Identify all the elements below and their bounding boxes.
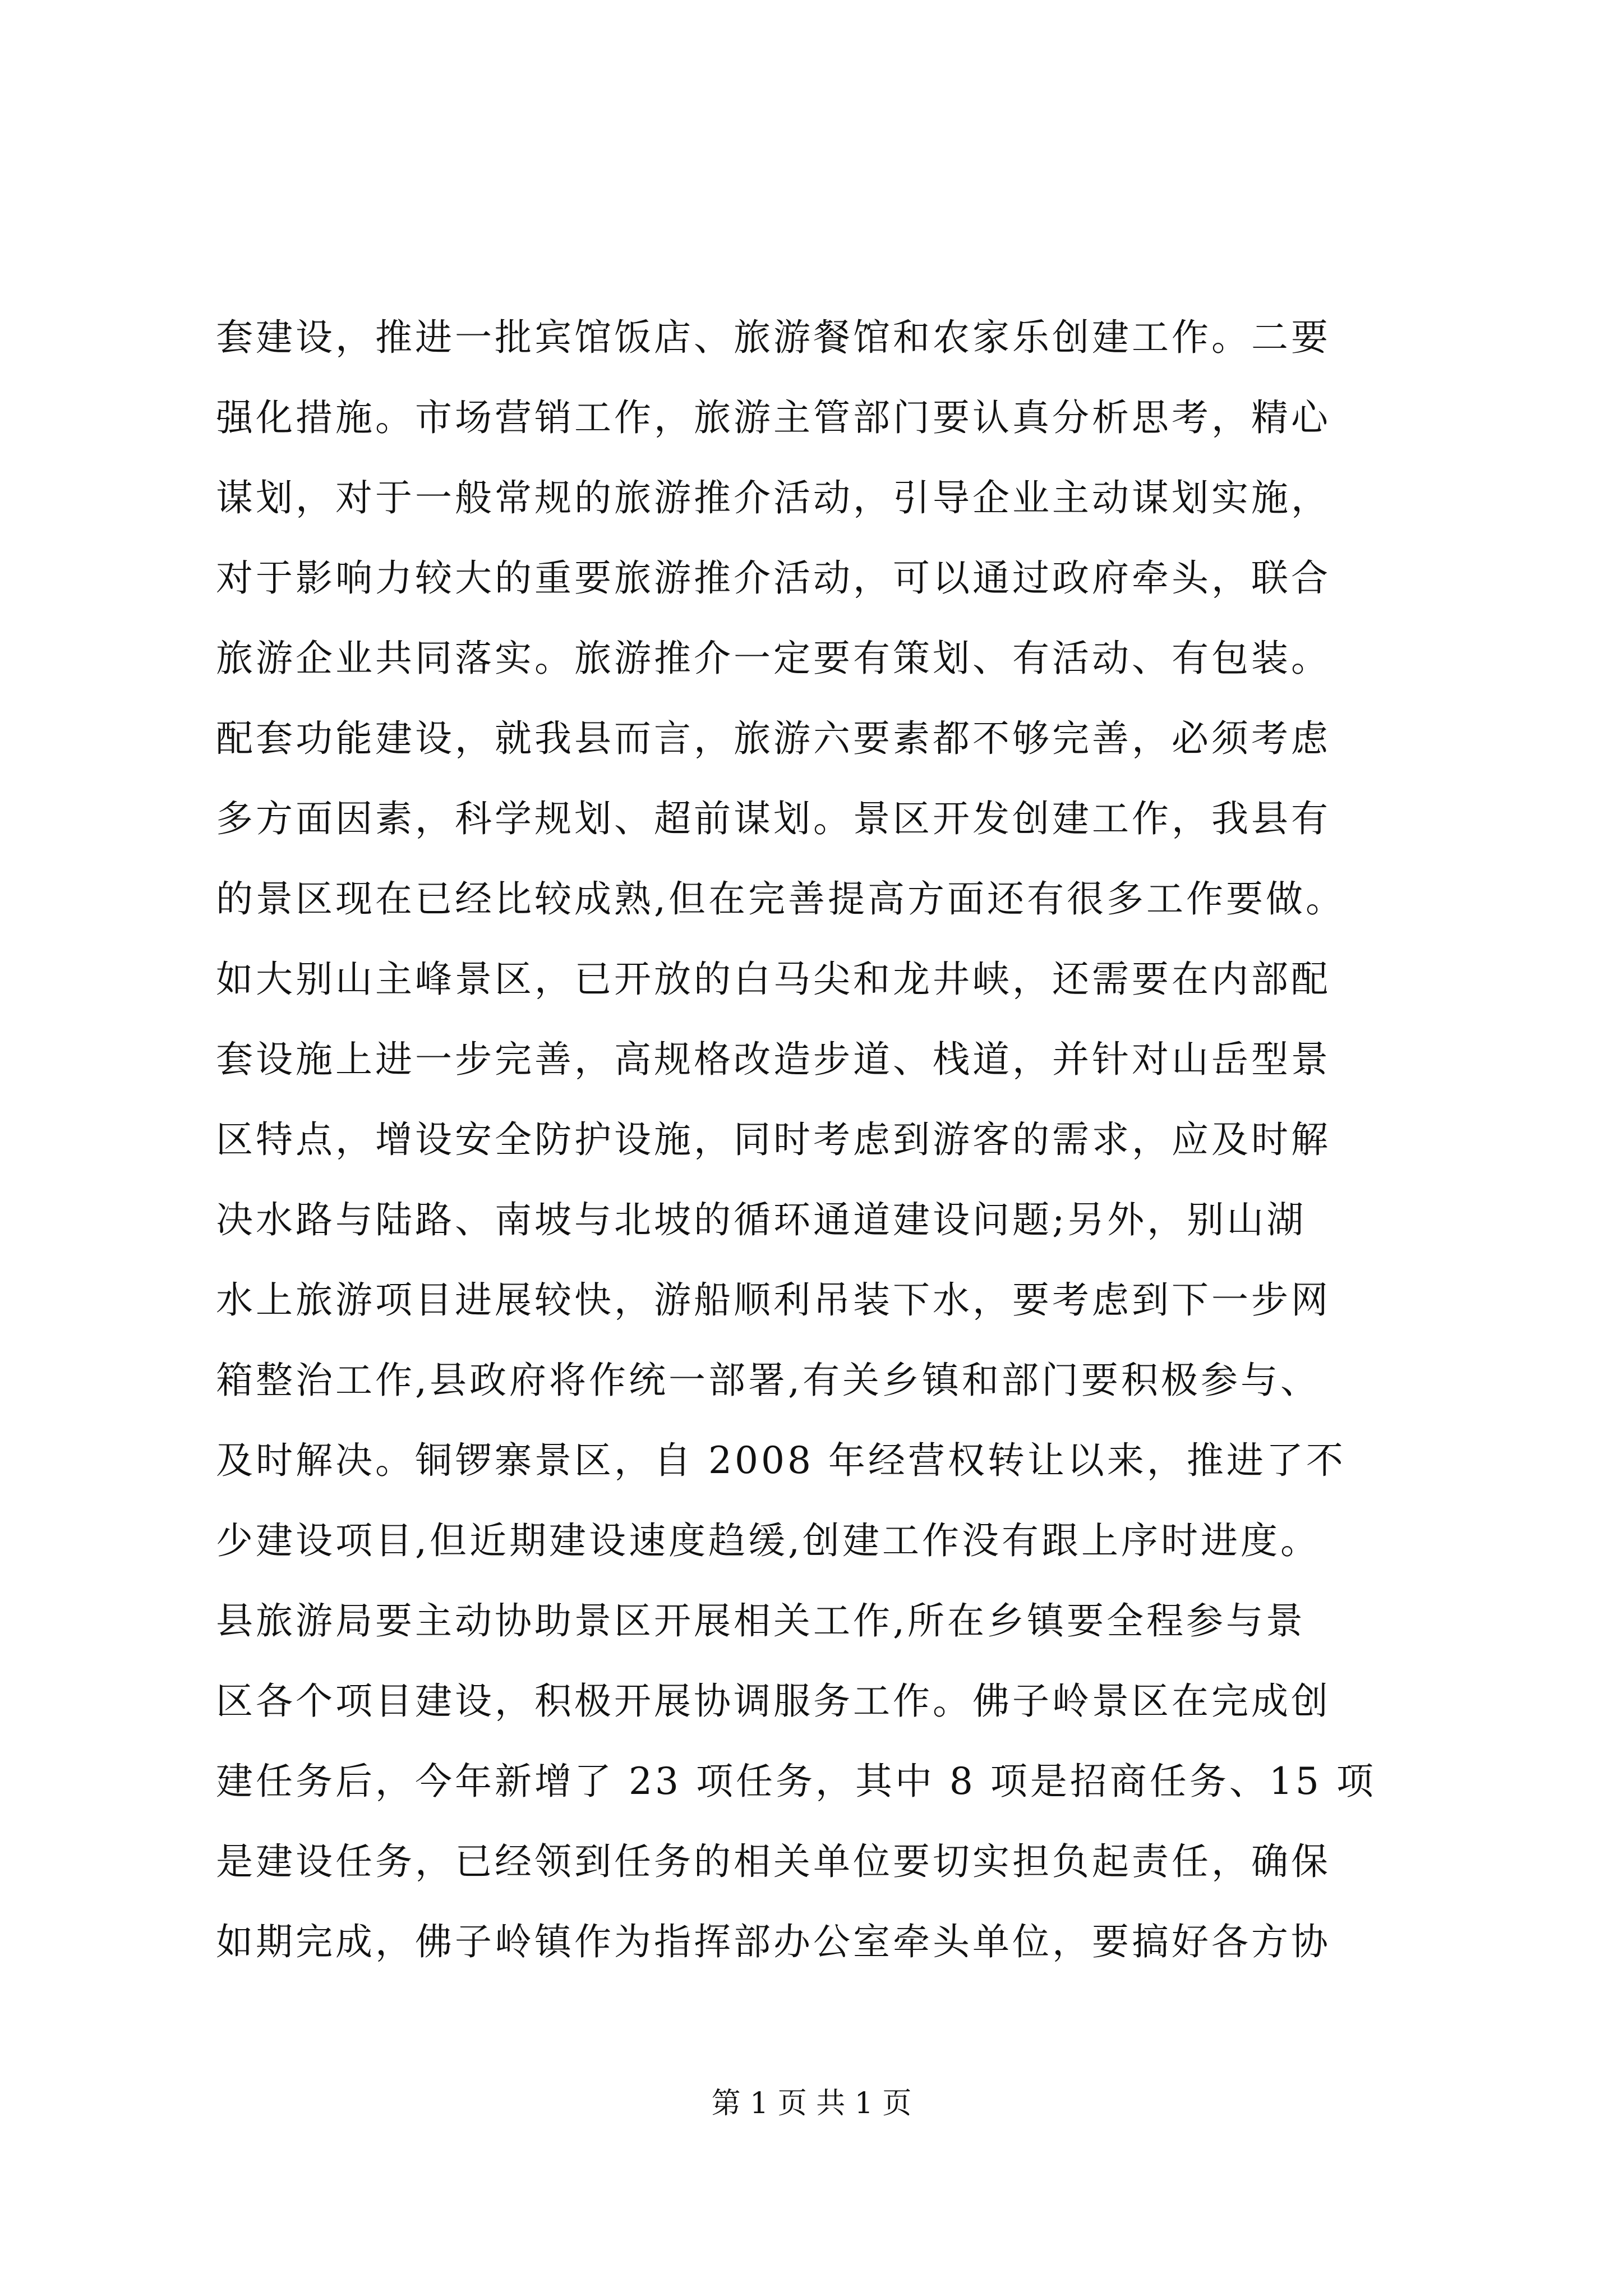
text-line: 及时解决。铜锣寨景区，自 2008 年经营权转让以来，推进了不	[216, 1439, 1346, 1482]
body-text	[216, 297, 1450, 1982]
text-line: 谋划，对于一般常规的旅游推介活动，引导企业主动谋划实施，	[216, 476, 1331, 519]
text-line: 水上旅游项目进展较快，游船顺利吊装下水，要考虑到下一步网	[216, 1278, 1331, 1322]
text-line: 套设施上进一步完善，高规格改造步道、栈道，并针对山岳型景	[216, 1038, 1331, 1081]
text-line: 配套功能建设，就我县而言，旅游六要素都不够完善，必须考虑	[216, 717, 1331, 760]
text-line: 少建设项目,但近期建设速度趋缓,创建工作没有跟上序时进度。	[216, 1519, 1320, 1562]
text-line: 区各个项目建设，积极开展协调服务工作。佛子岭景区在完成创	[216, 1680, 1331, 1723]
text-line: 县旅游局要主动协助景区开展相关工作,所在乡镇要全程参与景	[216, 1599, 1306, 1642]
text-line: 箱整治工作,县政府将作统一部署,有关乡镇和部门要积极参与、	[216, 1359, 1320, 1402]
text-line: 强化措施。市场营销工作，旅游主管部门要认真分析思考，精心	[216, 396, 1331, 439]
text-line: 建任务后，今年新增了 23 项任务，其中 8 项是招商任务、15 项	[216, 1760, 1376, 1803]
text-line: 对于影响力较大的重要旅游推介活动，可以通过政府牵头，联合	[216, 556, 1331, 600]
text-line: 如期完成，佛子岭镇作为指挥部办公室牵头单位，要搞好各方协	[216, 1920, 1331, 1963]
page-footer	[0, 2081, 1623, 2126]
text-line: 决水路与陆路、南坡与北坡的循环通道建设问题;另外，别山湖	[216, 1198, 1307, 1241]
text-line: 旅游企业共同落实。旅游推介一定要有策划、有活动、有包装。	[216, 637, 1331, 680]
text-line: 区特点，增设安全防护设施，同时考虑到游客的需求，应及时解	[216, 1118, 1331, 1161]
text-line: 套建设，推进一批宾馆饭店、旅游餐馆和农家乐创建工作。二要	[216, 316, 1331, 359]
text-line: 的景区现在已经比较成熟,但在完善提高方面还有很多工作要做。	[216, 877, 1345, 921]
text-line: 如大别山主峰景区，已开放的白马尖和龙井峡，还需要在内部配	[216, 958, 1331, 1001]
text-line: 多方面因素，科学规划、超前谋划。景区开发创建工作，我县有	[216, 797, 1331, 840]
text-line: 是建设任务，已经领到任务的相关单位要切实担负起责任，确保	[216, 1840, 1331, 1883]
page-number-label: 第 1 页 共 1 页	[711, 2087, 912, 2120]
